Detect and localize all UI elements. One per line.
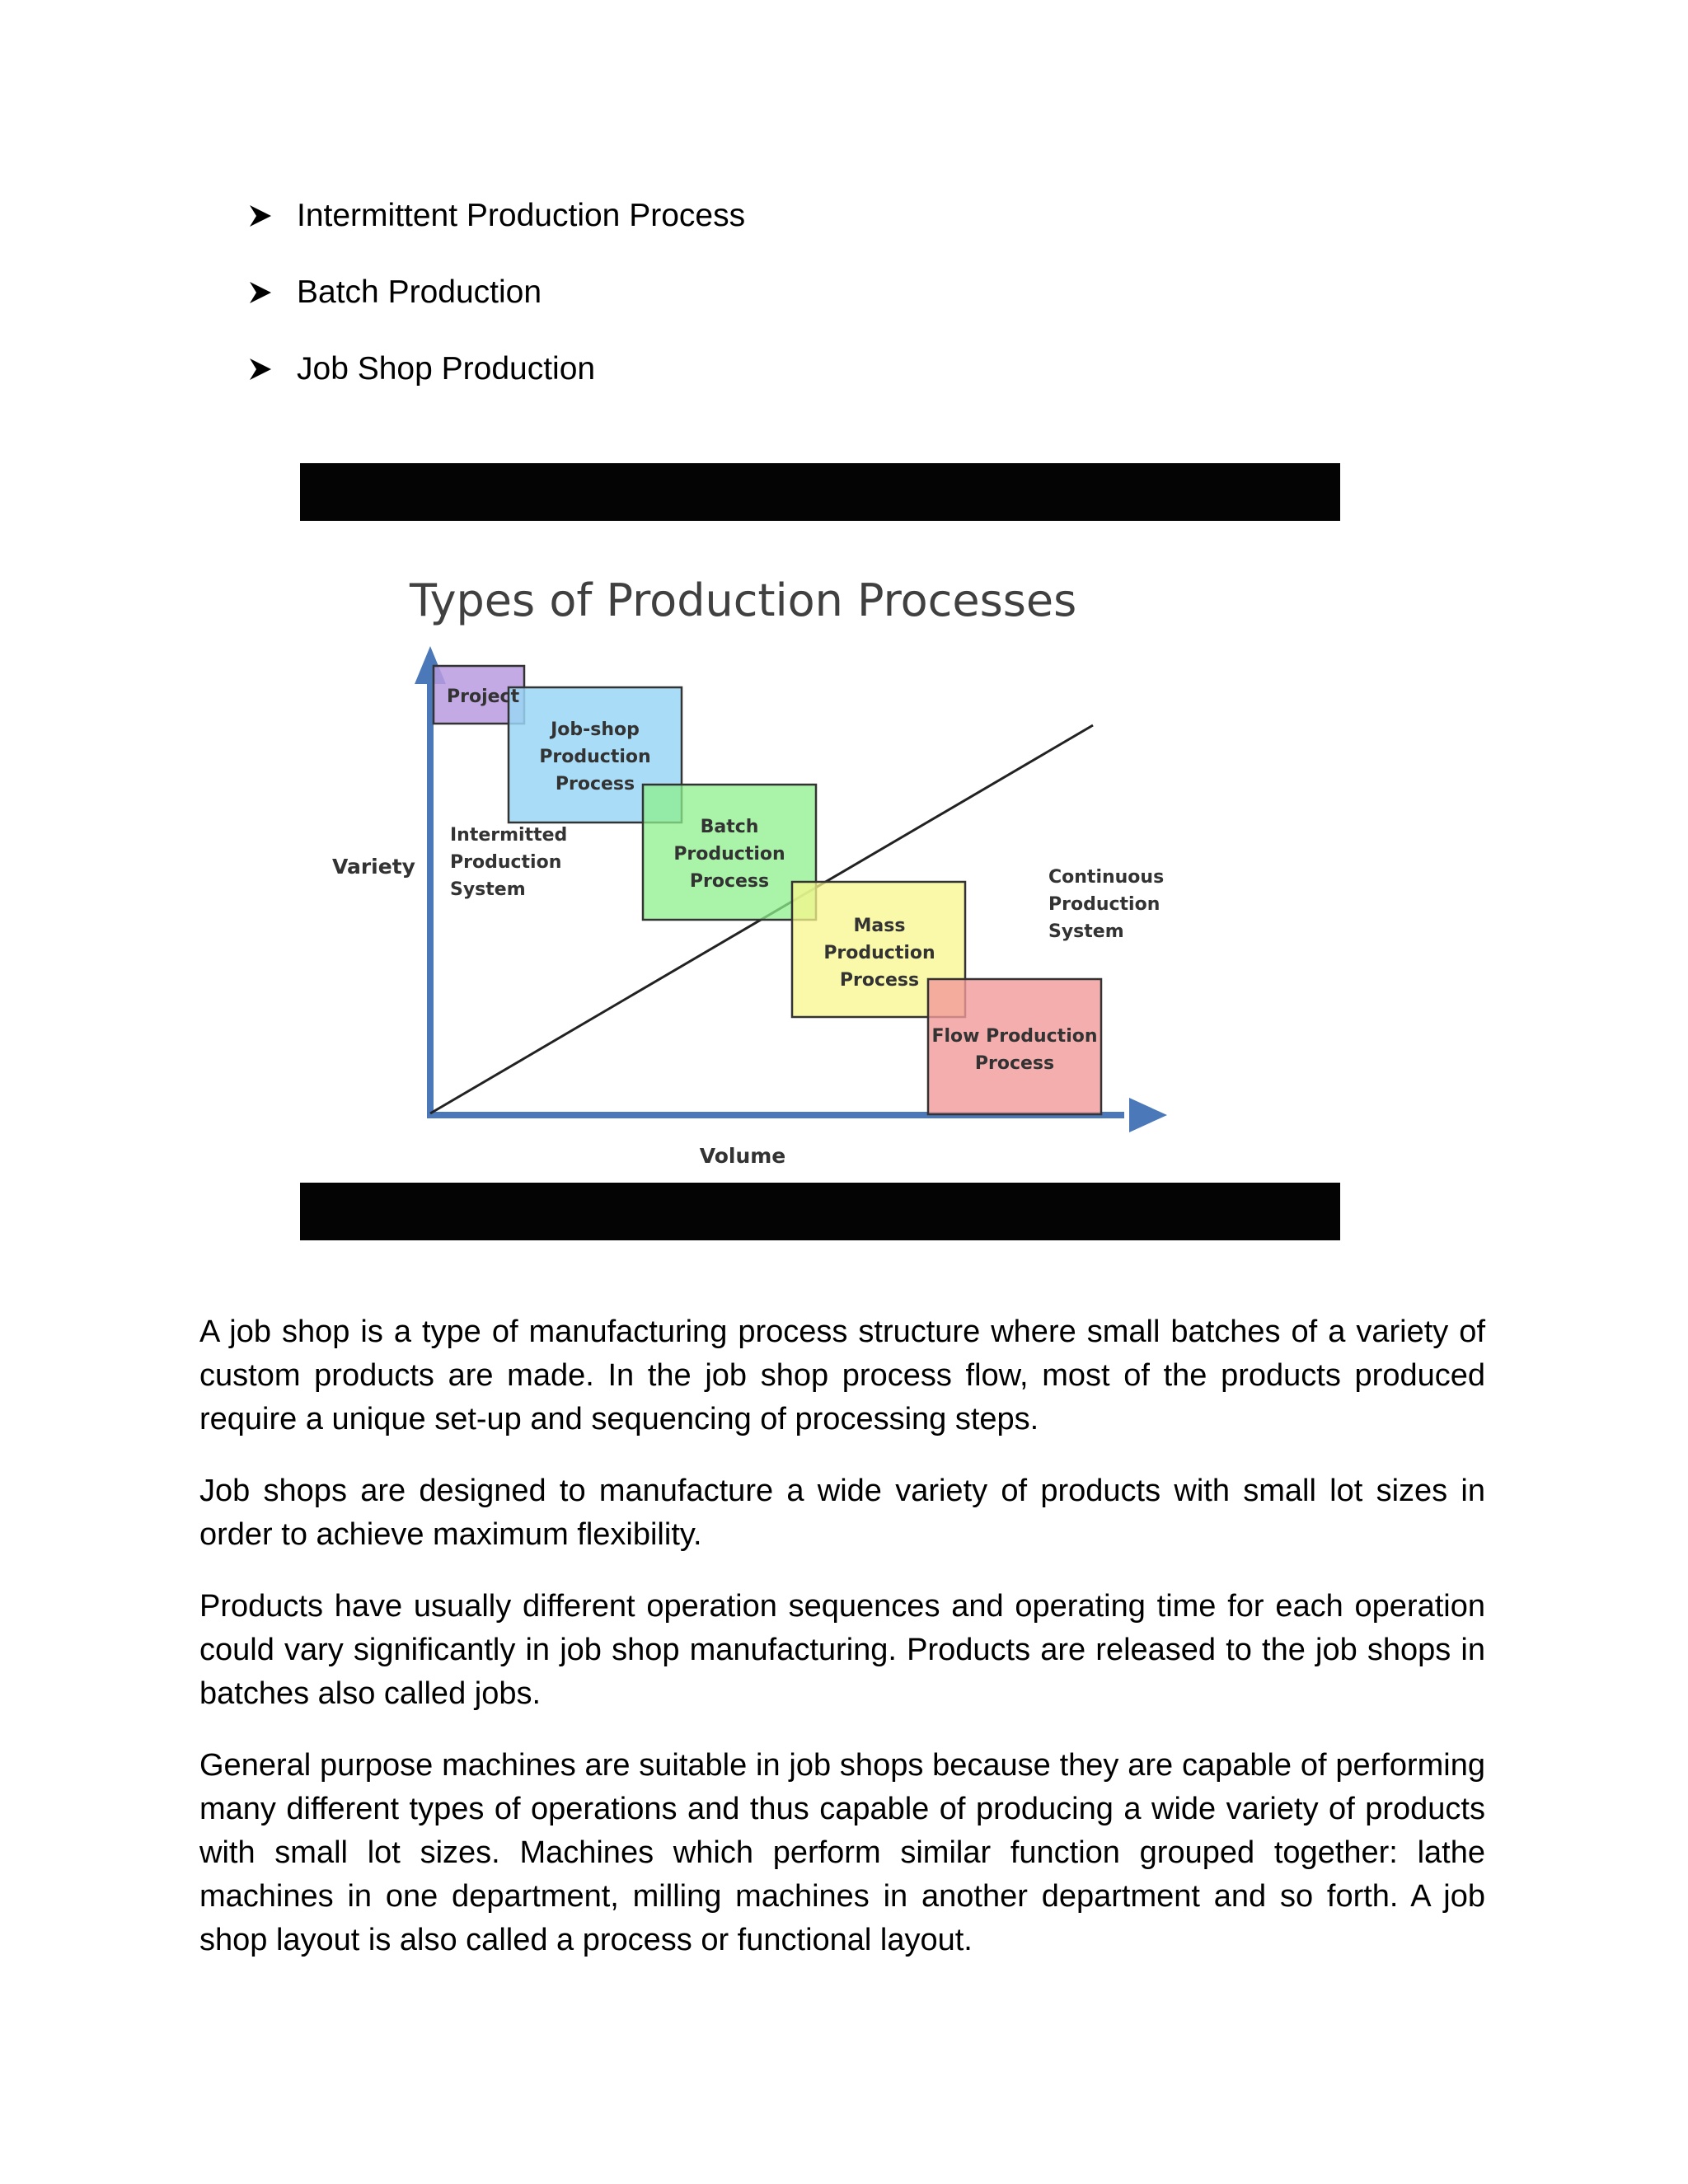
batch-label-line: Batch	[700, 817, 759, 837]
bullet-label: Job Shop Production	[297, 351, 596, 387]
flow-label-line: Flow Production	[931, 1026, 1098, 1047]
y-axis-label: Variety	[332, 855, 415, 879]
x-axis-label: Volume	[699, 1144, 786, 1168]
paragraph: Job shops are designed to manufacture a wide variety of products with small lot sizes in order to achieve maximum flexibility.	[199, 1474, 1485, 1552]
paragraph: General purpose machines are suitable in job shops because they are capable of performing many different types of operations and thus capable of producing a wide variety of products with small lot sizes. Machines which perform similar function grouped together: lathe machines in one department, milling machines in another department and so forth. A job shop layout is also called a process or functional layout.	[199, 1748, 1485, 1957]
bullet-list	[247, 196, 745, 426]
continuous-label-line: Production	[1048, 894, 1160, 915]
body-text	[199, 1310, 1485, 1990]
bullet-item	[247, 196, 745, 236]
bullet-label: Intermittent Production Process	[297, 198, 746, 233]
arrow-bullet-icon	[247, 356, 274, 382]
mass-label-line: Production	[823, 943, 935, 963]
paragraph: Products have usually different operation sequences and operating time for each operation could vary significantly in job shop manufacturing. Products are released to the job shops in batches also called jobs.	[199, 1589, 1485, 1711]
flow-label-line: Process	[974, 1053, 1055, 1074]
intermittent-label-line: Production	[450, 852, 562, 873]
intermittent-label-line: System	[450, 879, 526, 900]
paragraph: A job shop is a type of manufacturing process structure where small batches of a variety of custom products are made. In the job shop process flow, most of the products produced require a unique set-up and sequencing of processing steps.	[199, 1315, 1485, 1436]
bullet-label: Batch Production	[297, 274, 542, 310]
continuous-label-line: System	[1048, 921, 1124, 942]
production-processes-figure	[300, 463, 1340, 1240]
job-shop-label-line: Production	[539, 747, 651, 767]
production-diagram	[300, 463, 1340, 1240]
x-axis-arrow-icon	[1129, 1098, 1167, 1132]
arrow-bullet-icon	[247, 279, 274, 306]
bullet-item	[247, 273, 745, 312]
batch-label-line: Production	[673, 844, 785, 865]
batch-label-line: Process	[689, 871, 770, 892]
mass-label-line: Mass	[853, 916, 906, 936]
mass-label-line: Process	[839, 970, 920, 991]
flow-box	[928, 979, 1101, 1114]
job-shop-label-line: Job-shop	[551, 719, 640, 740]
bullet-item	[247, 349, 745, 389]
continuous-label-line: Continuous	[1048, 867, 1165, 888]
job-shop-label-line: Process	[555, 774, 635, 794]
arrow-bullet-icon	[247, 203, 274, 229]
project-label: Project	[447, 687, 520, 707]
intermittent-label-line: Intermitted	[450, 825, 568, 846]
diagram-title: Types of Production Processes	[410, 574, 1077, 626]
